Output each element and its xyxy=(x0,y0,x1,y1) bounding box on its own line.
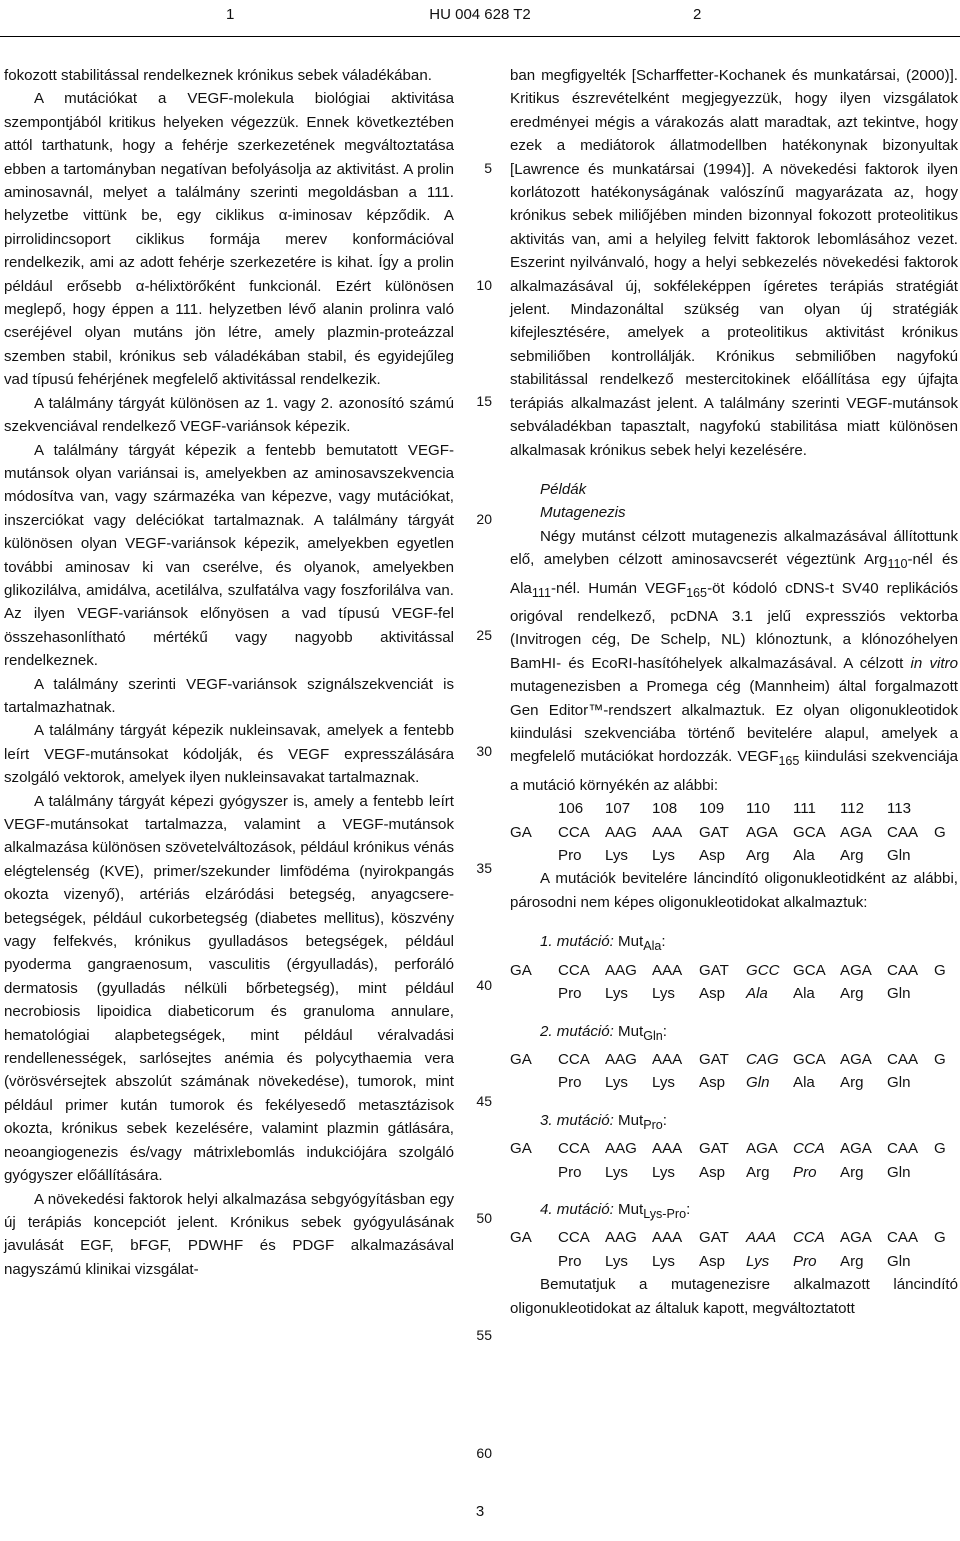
sequence-cell: Lys xyxy=(652,1074,675,1092)
sequence-cell: CCA xyxy=(793,1229,825,1247)
sequence-cell: GCC xyxy=(746,961,780,979)
patent-number: HU 004 628 T2 xyxy=(429,6,531,23)
sequence-cell: 112 xyxy=(840,800,865,818)
sequence-cell: Pro xyxy=(558,847,582,865)
sequence-cell: Lys xyxy=(605,847,628,865)
sequence-cell: Pro xyxy=(558,985,582,1003)
line-number: 20 xyxy=(476,511,492,527)
mutation-block xyxy=(510,1020,958,1095)
mutation-label: 4. mutáció: Mut$_{Lys-Pro}$: xyxy=(540,1200,691,1221)
sequence-cell: AAA xyxy=(652,1229,683,1247)
sequence-cell: GAT xyxy=(699,823,729,841)
sequence-cell: Asp xyxy=(699,1074,726,1092)
sequence-suffix: G xyxy=(934,1140,946,1158)
sequence-cell: GAT xyxy=(699,961,729,979)
sequence-cell: CAA xyxy=(887,1229,919,1247)
sequence-cell: AGA xyxy=(840,1050,872,1068)
sequence-cell: AGA xyxy=(840,1140,872,1158)
sequence-cell: AGA xyxy=(840,961,872,979)
sequence-cell: 107 xyxy=(605,800,631,818)
wild-type-sequence xyxy=(510,797,958,867)
sequence-cell: CCA xyxy=(558,1140,590,1158)
sequence-prefix: GA xyxy=(510,823,532,841)
examples-heading: Példák xyxy=(540,480,587,498)
sequence-cell: Asp xyxy=(699,985,726,1003)
sequence-cell: 106 xyxy=(558,800,584,818)
sequence-cell: Arg xyxy=(840,985,864,1003)
line-number: 45 xyxy=(476,1093,492,1109)
paragraph: A találmány tárgyát képezik a fentebb bemutatott VEGF-mutánsok olyan variánsai is, amelyekben az aminosavszekvencia módosítva van, vagy származéka van képezve, vagy mutációkat, inszerciókat vagy deléciókat tartalmaznak. A találmány tárgyát különösen olyan VEGF-variánsok képezik, amelyekben egyetlen további aminosav ki van cserélve, és olyanok, amelyekben glikozilálva, amidálva, acetilálva, szulfatálva vagy foszforilálva van. Az ilyen VEGF-variánsok előnyösen a vad típusú VEGF-fel összehasonlítható mértékű vagy nagyobb aktivitással rendelkeznek. xyxy=(4,441,454,670)
line-number: 50 xyxy=(476,1210,492,1226)
sequence-cell: AGA xyxy=(840,823,872,841)
sequence-cell: AGA xyxy=(746,823,778,841)
sequence-cell: Asp xyxy=(699,847,726,865)
line-number: 25 xyxy=(476,627,492,643)
line-number: 60 xyxy=(476,1445,492,1461)
sequence-cell: Lys xyxy=(605,1074,628,1092)
paragraph: A mutációkat a VEGF-molekula biológiai aktivitása szempontjából kritikus helyeken végezzük. Ennek következtében attól tarthatunk, hogy a fehérje szerkezetének megváltoztatása ebben a tartományban negatívan befolyásolja az aktivitást. A prolin aminosavnál, melyet a találmány szerinti megoldásban a 111. helyzetbe vittünk be, egy ciklikus α-iminosav képződik. A pirrolidincsoport ciklikus formája merev konformációval rendelkezik, ami az adott fehérje szerkezetére is kihat. Így a prolin például erősebb α-hélixtörőként funkcionál. Ezért különösen meglepő, hogy éppen a 111. helyzetben lévő alanin prolinra való cseréjével olyan mutáns jön létre, amely plazmin-proteázzal szemben stabil, krónikus seb váladékában stabil, és egyidejűleg vad típusú fehérjének megfelelő aktivitással rendelkezik. xyxy=(4,90,454,389)
amino-acid-row xyxy=(510,982,958,1005)
sequence-cell: CAA xyxy=(887,961,919,979)
sequence-cell: Pro xyxy=(793,1163,817,1181)
sequence-suffix: G xyxy=(934,1050,946,1068)
sequence-suffix: G xyxy=(934,1229,946,1247)
sequence-cell: Gln xyxy=(887,1163,911,1181)
sequence-cell: Arg xyxy=(840,1252,864,1270)
sequence-cell: CAA xyxy=(887,1140,919,1158)
mutation-block xyxy=(510,1198,958,1273)
paragraph: ban megfigyelték [Scharffetter-Kochanek és munkatársai, (2000)]. Kritikus észrevételként megjegyezzük, hogy ilyen vizsgálatok eredményei mégis a várakozás alatt maradtak, azt tekintve, hogy ezek a mediátorok állatmodellben hatékonynak bizonyultak [Lawrence és munkatársai (1994)]. A növekedési faktorok ilyen korlátozott hatékonyságának valószínű magyarázata az, hogy krónikus sebek miliőjében minden bizonnyal fokozott proteolitikus aktivitás van, ami a helyileg felvitt faktorok lebomlásához vezet. Eszerint nyilvánvaló, hogy a helyi sebkezelés növekedési faktorok alkalmazásával új, sokféleképpen ígéretes terápiás stratégiát jelent. Mindazonáltal szükség van olyan új stratégiák kifejlesztésére, amelyek a proteolitikus aktivitást krónikus sebmiliőben kontrollálják. Krónikus sebmiliőben nagyfokú stabilitással rendelkező mestercitokinek előállítása egy újfajta terápiás alkalmazást jelent. A találmány szerinti VEGF-mutánsok sebváladékban tapasztalt, nagyfokú stabilitása miatt különösen alkalmasak krónikus sebek helyi kezelésére. xyxy=(510,67,958,459)
sequence-cell: 113 xyxy=(887,800,912,818)
mutation-label: 3. mutáció: Mut$_{Pro}$: xyxy=(540,1111,667,1132)
codon-row xyxy=(510,1048,958,1071)
mutagenesis-paragraph: Négy mutánst célzott mutagenezis alkalmazásával állítottunk elő, amelyben célzott aminosavcserét végeztünk Arg$_{110}$-nél és Ala$_{111}$-nél. Humán $VEGF_{165}-öt$ kódoló cDNS-t SV40 replikációs origóval rendelkező, pcDNA 3.1 jelű expressziós vektorba (Invitrogen cég, De Schelp, NL) klónoztunk, a klónozóhelyen BamHI- és EcoRI-hasítóhelyek alkalmazásával. A célzott in vitro mutagenezisben a Promega cég (Mannheim) által forgalmazott Gen Editor™-rendszert alkalmaztuk. Ez olyan oligonukleotidok kiindulási szekvenciába történő bevitelére alapul, amelyek a megfelelő mutációkat hordozzák. $VEGF_{165}$ kiindulási szekvenciája a mutáció környékén az alábbi: xyxy=(510,527,958,794)
sequence-cell: CCA xyxy=(558,1229,590,1247)
amino-acid-row xyxy=(510,844,958,867)
paragraph: A találmány szerinti VEGF-variánsok szignálszekvenciát is tartalmazhatnak. xyxy=(4,675,454,716)
sequence-cell: GAT xyxy=(699,1050,729,1068)
sequence-cell: GAT xyxy=(699,1140,729,1158)
sequence-cell: GAT xyxy=(699,1229,729,1247)
left-page-number: 1 xyxy=(226,6,235,23)
line-number: 40 xyxy=(476,977,492,993)
header-rule xyxy=(0,36,960,37)
sequence-prefix: GA xyxy=(510,1050,532,1068)
sequence-cell: GCA xyxy=(793,1050,826,1068)
sequence-cell: Arg xyxy=(840,1163,864,1181)
sequence-cell: Ala xyxy=(793,847,815,865)
mutagenesis-heading: Mutagenezis xyxy=(540,504,626,522)
sequence-cell: 110 xyxy=(746,800,771,818)
sequence-cell: GCA xyxy=(793,823,826,841)
mutation-label: 1. mutáció: Mut$_{Ala}$: xyxy=(540,933,666,954)
codon-row xyxy=(510,821,958,844)
right-page-number: 2 xyxy=(693,6,702,23)
sequence-cell: AAA xyxy=(652,1050,683,1068)
sequence-cell: Gln xyxy=(887,985,911,1003)
sequence-cell: Lys xyxy=(605,985,628,1003)
sequence-cell: Lys xyxy=(652,847,675,865)
sequence-cell: Lys xyxy=(652,1163,675,1181)
sequence-cell: Pro xyxy=(558,1252,582,1270)
sequence-cell: Lys xyxy=(746,1252,770,1270)
mutation-intro: A mutációk bevitelére láncindító oligonukleotidként az alábbi, párosodni nem képes oligonukleotidokat alkalmaztuk: xyxy=(510,870,958,911)
mutation-block xyxy=(510,1109,958,1184)
sequence-cell: Pro xyxy=(558,1074,582,1092)
mutation-block xyxy=(510,930,958,1005)
sequence-cell: Lys xyxy=(652,1252,675,1270)
right-column xyxy=(510,64,958,1320)
sequence-cell: AAA xyxy=(746,1229,777,1247)
line-number: 55 xyxy=(476,1327,492,1343)
sequence-cell: CCA xyxy=(558,961,590,979)
sequence-cell: CCA xyxy=(558,823,590,841)
codon-row xyxy=(510,1137,958,1160)
sequence-cell: Gln xyxy=(887,1252,911,1270)
amino-acid-row xyxy=(510,1161,958,1184)
line-number: 35 xyxy=(476,860,492,876)
sequence-suffix: G xyxy=(934,961,946,979)
line-number: 15 xyxy=(476,393,492,409)
amino-acid-row xyxy=(510,1071,958,1094)
line-number: 30 xyxy=(476,743,492,759)
sequence-cell: AAG xyxy=(605,1050,637,1068)
sequence-cell: CAG xyxy=(746,1050,779,1068)
codon-row xyxy=(510,959,958,982)
sequence-cell: Ala xyxy=(793,1074,815,1092)
sequence-cell: Asp xyxy=(699,1163,726,1181)
sequence-cell: Arg xyxy=(840,1074,864,1092)
line-number: 5 xyxy=(484,160,492,176)
amino-acid-row xyxy=(510,1250,958,1273)
sequence-cell: GCA xyxy=(793,961,826,979)
footer-page-number: 3 xyxy=(475,1503,485,1520)
sequence-cell: Ala xyxy=(793,985,815,1003)
sequence-cell: Gln xyxy=(746,1074,770,1092)
sequence-cell: Ala xyxy=(746,985,768,1003)
sequence-cell: 109 xyxy=(699,800,725,818)
sequence-cell: CAA xyxy=(887,1050,919,1068)
sequence-suffix: G xyxy=(934,823,946,841)
codon-row xyxy=(510,1226,958,1249)
sequence-cell: CAA xyxy=(887,823,919,841)
paragraph: A találmány tárgyát képezik nukleinsavak, amelyek a fentebb leírt VEGF-mutánsokat kódolják, és VEGF expresszálására szolgáló vektorok, amelyek ilyen nukleinsavakat tartalmaznak. xyxy=(4,722,454,787)
paragraph: A találmány tárgyát különösen az 1. vagy 2. azonosító számú szekvenciával rendelkező VEGF-variánsok képezik. xyxy=(4,394,454,436)
sequence-cell: AAA xyxy=(652,1140,683,1158)
closing-paragraph: Bemutatjuk a mutagenezisre alkalmazott láncindító oligonukleotidokat az általuk kapott, megváltoztatott xyxy=(510,1276,958,1317)
sequence-cell: Asp xyxy=(699,1252,726,1270)
sequence-cell: Pro xyxy=(793,1252,817,1270)
paragraph: fokozott stabilitással rendelkeznek krónikus sebek váladékában. xyxy=(4,67,432,84)
position-row xyxy=(510,797,958,820)
sequence-cell: AGA xyxy=(840,1229,872,1247)
paragraph: A növekedési faktorok helyi alkalmazása sebgyógyításban egy új terápiás koncepciót jelent. Krónikus sebek gyógyulásának javulását EGF, bFGF, PDWHF és PDGF alkalmazásával nagyszámú klinikai vizsgálat- xyxy=(4,1190,454,1278)
sequence-cell: Arg xyxy=(746,847,770,865)
mutation-label: 2. mutáció: Mut$_{Gln}$: xyxy=(540,1022,667,1043)
sequence-cell: AAG xyxy=(605,823,637,841)
sequence-cell: Arg xyxy=(746,1163,770,1181)
sequence-cell: AAG xyxy=(605,1229,637,1247)
sequence-cell: AAA xyxy=(652,961,683,979)
sequence-cell: Lys xyxy=(605,1252,628,1270)
left-column xyxy=(4,64,454,1281)
sequence-cell: AAA xyxy=(652,823,683,841)
sequence-cell: CCA xyxy=(558,1050,590,1068)
mutations-list xyxy=(510,930,958,1273)
sequence-cell: Gln xyxy=(887,847,911,865)
sequence-prefix: GA xyxy=(510,961,532,979)
sequence-cell: CCA xyxy=(793,1140,825,1158)
sequence-cell: Gln xyxy=(887,1074,911,1092)
sequence-cell: Lys xyxy=(605,1163,628,1181)
paragraph: A találmány tárgyát képezi gyógyszer is, amely a fentebb leírt VEGF-mutánsokat tartalmazza, valamint a VEGF-mutánsok alkalmazása különösen szövetelváltozások, például krónikus vénás elégtelenség (KVE), primer/szekunder limfödéma (nyirokpangás okozta vizenyő), artériás elzáródási betegség, anyagcsere-betegségek, például cukorbetegség (diabetes mellitus), köszvény vagy felfekvés, krónikus gyulladásos betegségek, például pyoderma gangraenosum, vasculitis (érgyulladás), perforáló dermatosis (gyulladás nélküli bőrbetegség), mint például necrobiosis lipoidica diabeticorum és granuloma annulare, hematológiai alapbetegségek, mint például véralvadási rendellenességek, sarlósejtes anémia és polycythaemia vera (vörösvérsejtek abszolút számának növekedése), tumorok, mint például primer kután tumorok és fekélyesedő metasztázisok okozta, krónikus sebek kezelésére, valamint plazmin gátlására, neoangiogenezis és/vagy mátrixlebomlás indukciójára szolgáló gyógyszer előállítására. xyxy=(4,792,454,1185)
sequence-cell: 111 xyxy=(793,800,816,818)
sequence-cell: AGA xyxy=(746,1140,778,1158)
sequence-cell: AAG xyxy=(605,1140,637,1158)
sequence-cell: Lys xyxy=(652,985,675,1003)
sequence-prefix: GA xyxy=(510,1140,532,1158)
line-number: 10 xyxy=(476,277,492,293)
sequence-cell: AAG xyxy=(605,961,637,979)
sequence-cell: 108 xyxy=(652,800,678,818)
sequence-cell: Arg xyxy=(840,847,864,865)
sequence-prefix: GA xyxy=(510,1229,532,1247)
sequence-cell: Pro xyxy=(558,1163,582,1181)
